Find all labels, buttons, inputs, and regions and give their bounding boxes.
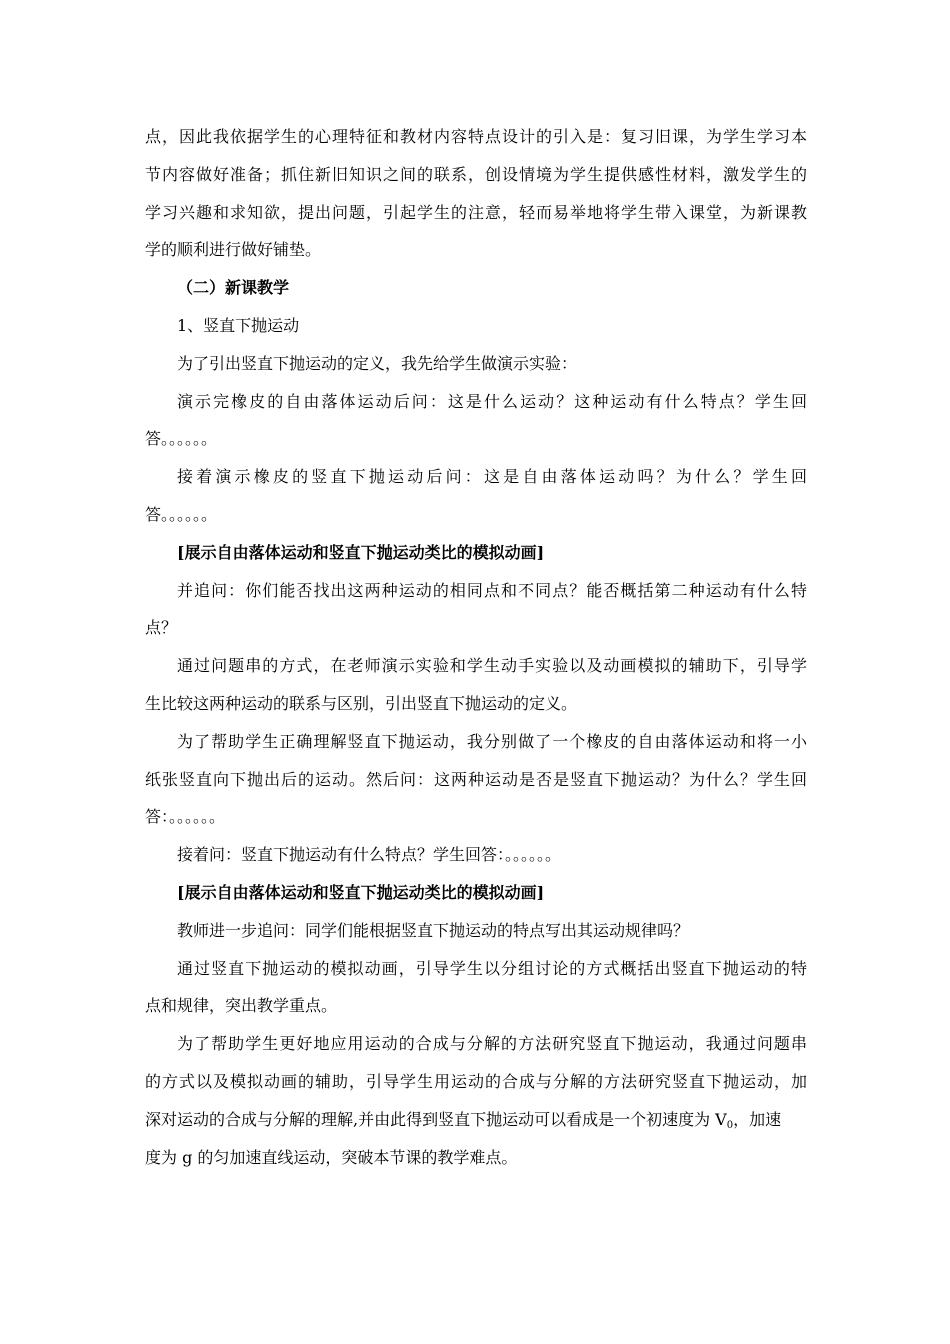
guide-line-2: 生比较这两种运动的联系与区别，引出竖直下抛运动的定义。 xyxy=(145,693,578,713)
intro-line-3: 学习兴趣和求知欲，提出问题，引起学生的注意，轻而易举地将学生带入课堂，为新课教 xyxy=(145,202,807,222)
help-line-2: 纸张竖直向下抛出后的运动。然后问：这两种运动是否是竖直下抛运动？为什么？学生回 xyxy=(145,769,807,789)
animation-note-2: [展示自由落体运动和竖直下抛运动类比的模拟动画] xyxy=(177,882,545,902)
intro-line-4: 学的顺利进行做好铺垫。 xyxy=(145,240,322,260)
apply-line-3-text-b: ，加速 xyxy=(733,1109,782,1129)
group-line-2: 点和规律，突出教学重点。 xyxy=(145,996,338,1016)
apply-line-4: 度为 g 的匀加速直线运动，突破本节课的教学难点。 xyxy=(145,1147,518,1167)
help-line-1: 为了帮助学生正确理解竖直下抛运动，我分别做了一个橡皮的自由落体运动和将一小 xyxy=(177,731,807,751)
apply-line-2: 的方式以及模拟动画的辅助，引导学生用运动的合成与分解的方法研究竖直下抛运动，加 xyxy=(145,1071,807,1091)
demo1-line-2: 答。。。。。。 xyxy=(145,429,218,449)
group-line-1: 通过竖直下抛运动的模拟动画，引导学生以分组讨论的方式概括出竖直下抛运动的特 xyxy=(177,958,807,978)
help-line-3: 答：。。。。。。 xyxy=(145,807,226,827)
demo2-line-1: 接着演示橡皮的竖直下抛运动后问：这是自由落体运动吗？为什么？学生回 xyxy=(177,467,807,487)
followup-line-1: 并追问：你们能否找出这两种运动的相同点和不同点？能否概括第二种运动有什么特 xyxy=(177,580,807,600)
subsection-heading: 1、竖直下抛运动 xyxy=(177,315,300,335)
body-text xyxy=(145,118,807,1176)
intro-line-2: 节内容做好准备；抓住新旧知识之间的联系，创设情境为学生提供感性材料，激发学生的 xyxy=(145,164,807,184)
demo2-line-2: 答。。。。。。 xyxy=(145,504,218,524)
apply-line-3 xyxy=(145,1101,807,1139)
section-heading: （二）新课教学 xyxy=(177,278,290,298)
definition-paragraph: 为了引出竖直下抛运动的定义，我先给学生做演示实验： xyxy=(177,353,578,373)
intro-line-1: 点，因此我依据学生的心理特征和教材内容特点设计的引入是：复习旧课，为学生学习本 xyxy=(145,127,807,146)
apply-line-3-text-a: 深对运动的合成与分解的理解,并由此得到竖直下抛运动可以看成是一个初速度为 V xyxy=(145,1109,727,1129)
teacher-paragraph: 教师进一步追问：同学们能根据竖直下抛运动的特点写出其运动规律吗？ xyxy=(177,920,690,940)
v0-subscript: 0 xyxy=(726,1119,734,1131)
animation-note-1: [展示自由落体运动和竖直下抛运动类比的模拟动画] xyxy=(177,542,545,562)
guide-line-1: 通过问题串的方式，在老师演示实验和学生动手实验以及动画模拟的辅助下，引导学 xyxy=(177,656,807,676)
demo1-line-1: 演示完橡皮的自由落体运动后问：这是什么运动？这种运动有什么特点？学生回 xyxy=(177,391,807,411)
features-paragraph: 接着问：竖直下抛运动有什么特点？学生回答：。。。。。。 xyxy=(177,845,562,865)
followup-line-2: 点？ xyxy=(145,618,178,638)
apply-line-1: 为了帮助学生更好地应用运动的合成与分解的方法研究竖直下抛运动，我通过问题串 xyxy=(177,1034,807,1054)
